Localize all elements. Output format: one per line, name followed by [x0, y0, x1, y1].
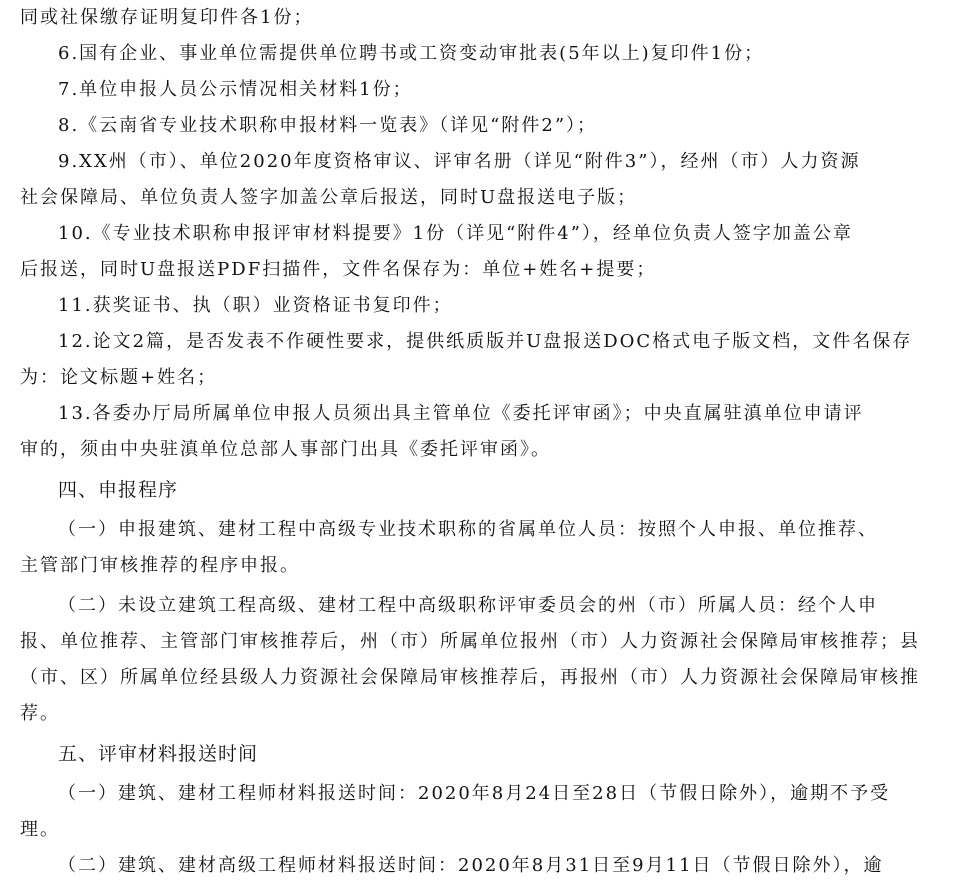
section-heading-5: 五、评审材料报送时间	[58, 743, 259, 765]
document-line-4: 8.《云南省专业技术职称申报材料一览表》（详见“附件2”）；	[58, 115, 598, 136]
document-line-2: 6.国有企业、事业单位需提供单位聘书或工资变动审批表(5年以上)复印件1份；	[58, 43, 765, 64]
document-line-9: 11.获奖证书、执（职）业资格证书复印件；	[58, 295, 453, 316]
document-line-13: 审的，须由中央驻滇单位总部人事部门出具《委托评审函》。	[20, 439, 551, 460]
section-heading-4: 四、申报程序	[58, 479, 179, 501]
document-line-1: 同或社保缴存证明复印件各1份；	[20, 7, 314, 28]
document-line-8: 后报送，同时U盘报送PDF扫描件，文件名保存为：单位+姓名+提要；	[20, 259, 657, 280]
document-line-20: 荐。	[20, 703, 60, 724]
document-line-18: 报、单位推荐、主管部门审核推荐后，州（市）所属单位报州（市）人力资源社会保障局审核推荐；县	[20, 631, 920, 652]
document-line-5: 9.XX州（市）、单位2020年度资格审议、评审名册（详见“附件3”），经州（市）人力资源	[58, 151, 861, 172]
document-line-15: （一）申报建筑、建材工程中高级专业技术职称的省属单位人员：按照个人申报、单位推荐、	[58, 519, 878, 540]
document-line-19: （市、区）所属单位经县级人力资源社会保障局审核推荐后，再报州（市）人力资源社会保障局审核推	[20, 667, 920, 688]
document-line-17: （二）未设立建筑工程高级、建材工程中高级职称评审委员会的州（市）所属人员：经个人申	[58, 595, 878, 616]
document-line-7: 10.《专业技术职称申报评审材料提要》1份（详见“附件4”），经单位负责人签字加盖公章	[58, 223, 853, 244]
document-line-16: 主管部门审核推荐的程序申报。	[20, 555, 300, 576]
document-line-24: （二）建筑、建材高级工程师材料报送时间：2020年8月31日至9月11日（节假日除外），逾	[58, 855, 884, 876]
document-line-23: 理。	[20, 819, 60, 840]
document-line-6: 社会保障局、单位负责人签字加盖公章后报送，同时U盘报送电子版；	[20, 187, 638, 208]
document-line-11: 为：论文标题+姓名；	[20, 367, 218, 388]
document-line-3: 7.单位申报人员公示情况相关材料1份；	[58, 79, 413, 100]
document-line-22: （一）建筑、建材工程师材料报送时间：2020年8月24日至28日（节假日除外），逾期不予受	[58, 783, 891, 804]
document-line-10: 12.论文2篇，是否发表不作硬性要求，提供纸质版并U盘报送DOC格式电子版文档，文件名保存	[58, 331, 913, 352]
document-line-12: 13.各委办厅局所属单位申报人员须出具主管单位《委托评审函》；中央直属驻滇单位申请评	[58, 403, 864, 424]
